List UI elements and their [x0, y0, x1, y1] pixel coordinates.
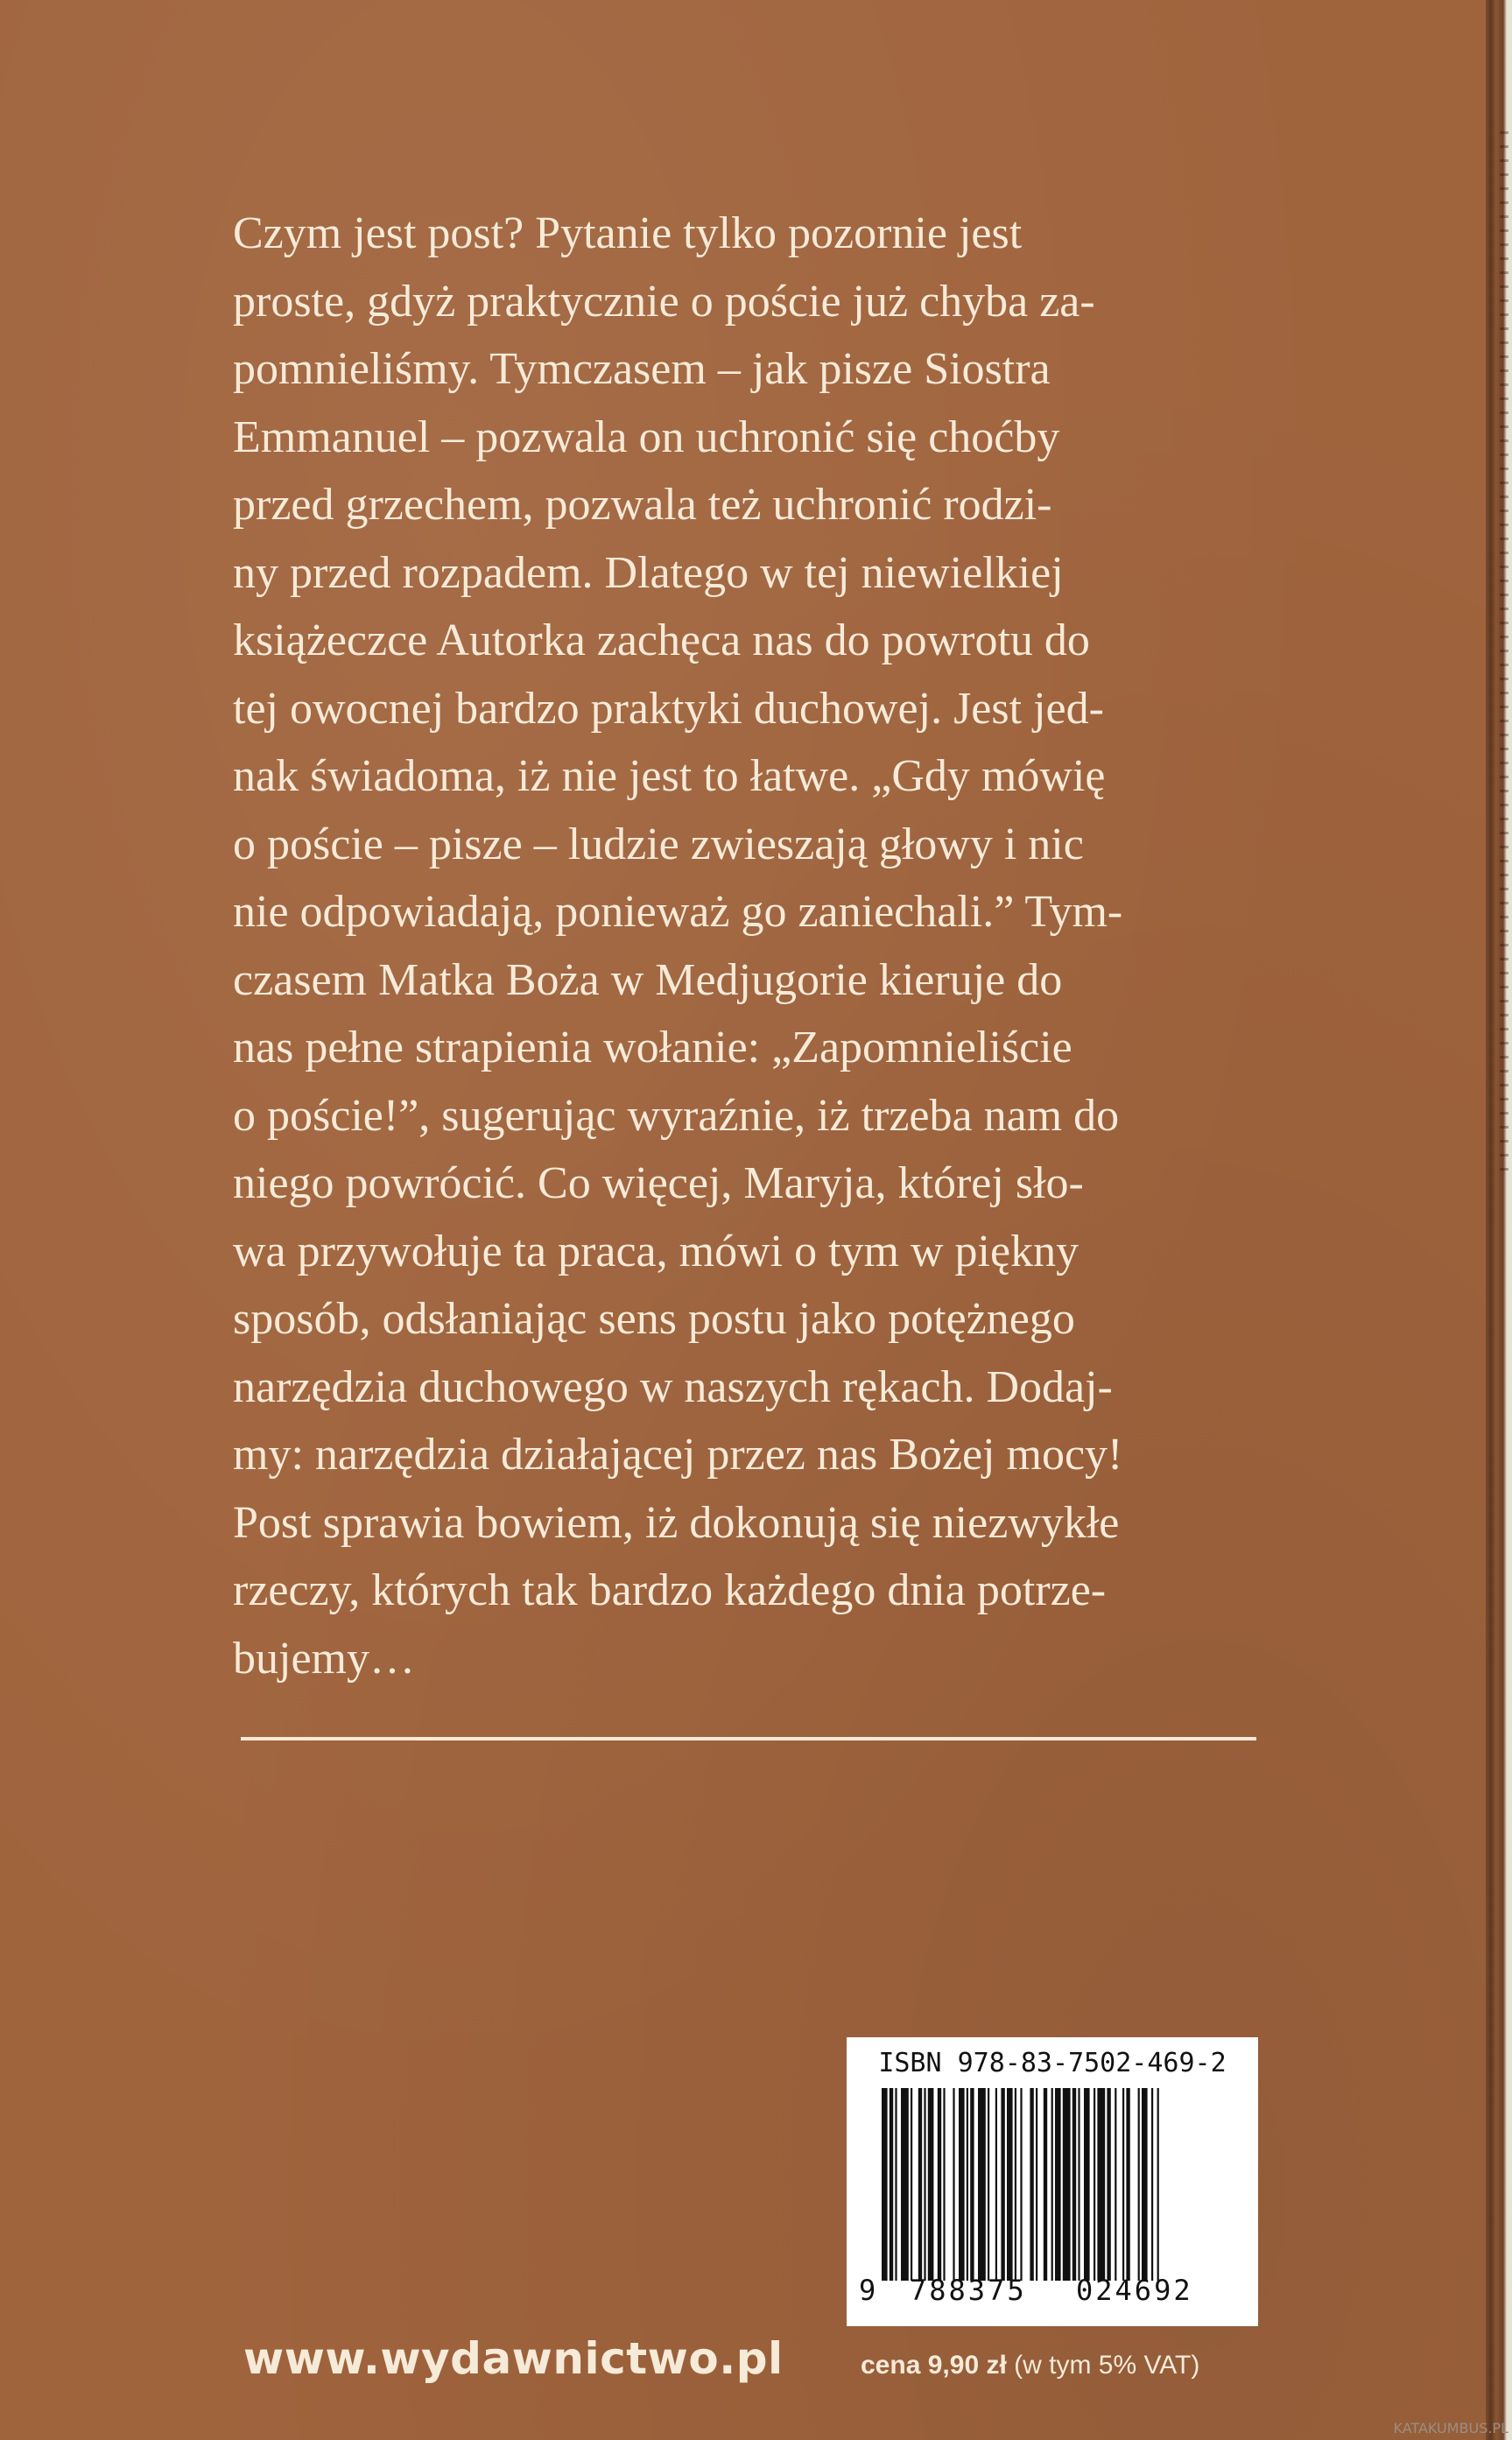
barcode-bar [1115, 2088, 1116, 2281]
blurb-line: Post sprawia bowiem, iż dokonują się niezwykłe [233, 1497, 1120, 1548]
blurb-line: rzeczy, których tak bardzo każdego dnia potrze- [233, 1565, 1107, 1615]
barcode-bar [1151, 2088, 1153, 2281]
barcode-bar [943, 2088, 945, 2281]
blurb-line: sposób, odsłaniając sens postu jako potężnego [233, 1294, 1075, 1344]
price-word: cena [861, 2351, 921, 2380]
blurb-line: proste, gdyż praktycznie o poście już chyba za- [233, 276, 1095, 327]
blurb-line: bujemy… [233, 1633, 415, 1684]
barcode-bar [1015, 2088, 1016, 2281]
barcode-bar [1055, 2088, 1061, 2281]
spine-marks [1500, 131, 1508, 1182]
blurb-line: niego powrócić. Co więcej, Maryja, której sło- [233, 1158, 1084, 1208]
barcode-bar [1094, 2088, 1095, 2281]
blurb-line: Emmanuel – pozwala on uchronić się choćby [233, 411, 1060, 462]
barcode-digits [847, 2274, 1258, 2317]
barcode-bar [1107, 2088, 1110, 2281]
barcode-bar [938, 2088, 941, 2281]
blurb-line: tej owocnej bardzo praktyki duchowej. Jest jed- [233, 683, 1104, 734]
barcode-bars [882, 2088, 1232, 2281]
barcode-bar [1126, 2088, 1129, 2281]
blurb-line: Czym jest post? Pytanie tylko pozornie jest [233, 208, 1023, 258]
barcode-bar [967, 2088, 968, 2281]
blurb-line: ny przed rozpadem. Dlatego w tej niewielkiej [233, 547, 1064, 598]
barcode-bar [1036, 2088, 1037, 2281]
barcode-bar [1084, 2088, 1090, 2281]
barcode-bar [953, 2088, 954, 2281]
blurb-line: o poście – pisze – ludzie zwieszają głowy i nic [233, 819, 1084, 869]
barcode-bar [1072, 2088, 1076, 2281]
blurb-line: nak świadoma, iż nie jest to łatwe. „Gdy mówię [233, 751, 1106, 801]
isbn-number: ISBN 978-83-7502-469-2 [878, 2048, 1227, 2078]
blurb-line: przed grzechem, pozwala też uchronić rodzi- [233, 480, 1052, 530]
barcode-bar [1097, 2088, 1105, 2281]
barcode-bar [928, 2088, 934, 2281]
barcode-first-digit: 9 [859, 2274, 876, 2307]
divider-line [241, 1737, 1256, 1740]
barcode-bar [959, 2088, 965, 2281]
barcode-bar [882, 2088, 888, 2281]
barcode-bar [1142, 2088, 1148, 2281]
blurb-line: nas pełne strapienia wołanie: „Zapomnieliście [233, 1023, 1072, 1072]
barcode-bar [1020, 2088, 1022, 2281]
blurb-line: czasem Matka Boża w Medjugorie kieruje do [233, 954, 1063, 1005]
barcode-bar [890, 2088, 893, 2281]
barcode-bar [970, 2088, 974, 2281]
publisher-website: www.wydawnictwo.pl [243, 2333, 784, 2384]
price-vat-note: (w tym 5% VAT) [1014, 2351, 1200, 2380]
blurb-line: pomnieliśmy. Tymczasem – jak pisze Siostra [233, 344, 1051, 394]
barcode-bar [1063, 2088, 1071, 2281]
barcode-left-group: 788375 [910, 2274, 1027, 2307]
barcode-label [847, 2037, 1258, 2326]
barcode-bar [1044, 2088, 1047, 2281]
barcode-bar [1051, 2088, 1053, 2281]
blurb-line: my: narzędzia działającej przez nas Bożej mocy! [233, 1430, 1123, 1480]
blurb-line: wa przywołuje ta praca, mówi o tym w piękny [233, 1226, 1079, 1276]
barcode-right-group: 024692 [1076, 2274, 1193, 2307]
barcode-bar [911, 2088, 912, 2281]
blurb-line: narzędzia duchowego w naszych rękach. Dodaj- [233, 1361, 1113, 1412]
barcode-bar [918, 2088, 922, 2281]
barcode-bar [1122, 2088, 1124, 2281]
barcode-bar [1001, 2088, 1004, 2281]
barcode-bar [1030, 2088, 1033, 2281]
barcode-bar [1157, 2088, 1159, 2281]
blurb-line: książeczce Autorka zachęca nas do powrotu do [233, 615, 1090, 665]
price-amount: 9,90 zł [927, 2351, 1007, 2380]
barcode-bar [901, 2088, 909, 2281]
barcode-bar [1007, 2088, 1013, 2281]
barcode-bar [1138, 2088, 1140, 2281]
barcode-bar [995, 2088, 997, 2281]
spine-edge [1486, 0, 1512, 2440]
barcode-bar [1078, 2088, 1079, 2281]
barcode-bar [978, 2088, 986, 2281]
blurb-line: nie odpowiadają, ponieważ go zaniechali.” Tym- [233, 887, 1123, 937]
source-watermark: KATAKUMBUS.PL [1393, 2420, 1508, 2436]
barcode-bar [924, 2088, 925, 2281]
blurb-line: o poście!”, sugerując wyraźnie, iż trzeba nam do [233, 1090, 1120, 1141]
barcode-bar [895, 2088, 897, 2281]
price-label [861, 2351, 1199, 2380]
barcode-bar [988, 2088, 989, 2281]
blurb-text [233, 200, 1257, 1692]
